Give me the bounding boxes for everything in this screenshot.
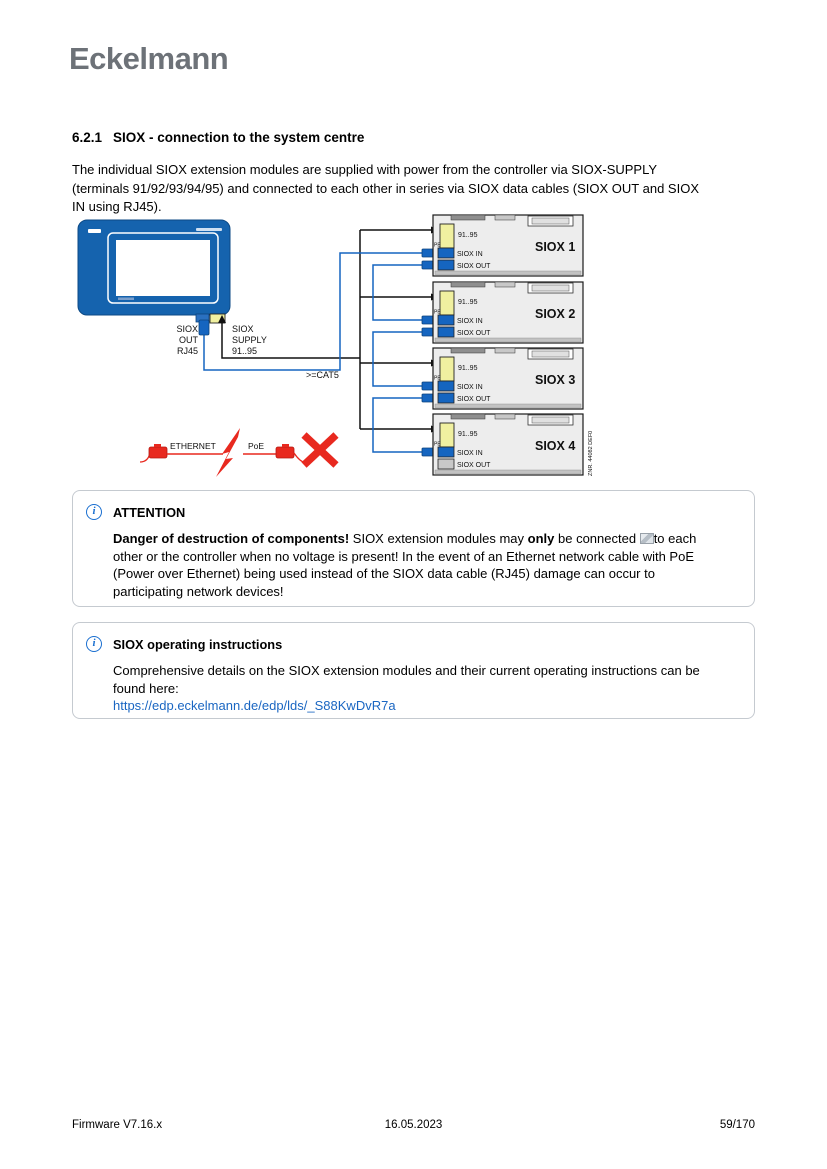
controller-device (78, 220, 230, 323)
page-footer (72, 1119, 755, 1131)
siox-in-connector (438, 248, 454, 258)
siox-module-1 (433, 215, 583, 276)
module-name: SIOX 3 (535, 373, 576, 387)
info-line: found here: (113, 680, 179, 696)
siox-out-label: SIOX OUT (457, 263, 491, 270)
danger-lead: Danger of destruction of components! (113, 531, 350, 546)
siox-out-connector (438, 327, 454, 337)
intro-line: (terminals 91/92/93/94/95) and connected to each other in series via SIOX data cables (SIOX OUT and SIOX (72, 180, 699, 196)
controller-model-mark (196, 228, 222, 231)
supply-terminal (440, 357, 454, 381)
svg-text:SUPPLY: SUPPLY (232, 335, 267, 345)
siox-out-connector (438, 459, 454, 469)
siox-in-label: SIOX IN (457, 450, 483, 457)
pe-label: PE (434, 441, 441, 448)
attention-line: participating network devices! (113, 583, 284, 599)
info-box-text (113, 662, 754, 715)
attention-line: other or the controller when no voltage is present! In the event of an Ethernet network cable with PoE (113, 548, 695, 564)
info-line: Comprehensive details on the SIOX extension modules and their current operating instructions can be (113, 663, 700, 678)
siox-wiring-diagram (70, 212, 600, 482)
lightning-bolt-icon (216, 428, 240, 477)
inline-connector-icon (640, 533, 654, 544)
module-name: SIOX 4 (535, 439, 576, 453)
module-name: SIOX 1 (535, 240, 576, 254)
intro-line: IN using RJ45). (72, 199, 162, 214)
siox-supply-label: SIOX (232, 324, 254, 334)
controller-brand-mark (88, 229, 101, 233)
terminal-label: 91..95 (458, 232, 478, 239)
svg-text:OUT: OUT (179, 335, 198, 345)
drawing-number: ZNR. 44082 DEF0 (588, 430, 594, 476)
siox-module-4 (433, 414, 594, 476)
cable-curl (140, 453, 150, 462)
ethernet-label: ETHERNET (170, 441, 216, 451)
siox-in-connector (438, 447, 454, 457)
intro-line: The individual SIOX extension modules are supplied with power from the controller via SIOX-SUPPLY (72, 162, 658, 177)
module-name: SIOX 2 (535, 307, 576, 321)
pe-label: PE (434, 309, 441, 316)
svg-text:RJ45: RJ45 (176, 346, 198, 356)
footer-firmware: Firmware V7.16.x (72, 1119, 163, 1131)
pe-label: PE (434, 375, 441, 382)
attention-title: ATTENTION (113, 505, 186, 520)
svg-text:91..95: 91..95 (232, 346, 258, 356)
pe-label: PE (434, 242, 441, 249)
siox-out-label: SIOX OUT (457, 396, 491, 403)
siox-in-connector (438, 381, 454, 391)
controller-rj45-plug (199, 320, 209, 335)
siox-in-label: SIOX IN (457, 384, 483, 391)
attention-box (72, 490, 755, 607)
attention-line: Danger of destruction of components! SIOX extension modules may only be connected to each (113, 531, 697, 546)
info-box-title: SIOX operating instructions (113, 637, 283, 652)
ethernet-poe-prohibited (140, 428, 336, 477)
operating-instructions-box (72, 622, 755, 719)
info-icon: i (86, 636, 102, 652)
siox-out-label: SIOX OUT (457, 330, 491, 337)
section-number: 6.2.1 (72, 130, 103, 145)
footer-date: 16.05.2023 (384, 1119, 443, 1131)
terminal-label: 91..95 (458, 365, 478, 372)
siox-module-3 (433, 348, 583, 409)
section-heading (72, 130, 364, 145)
siox-in-label: SIOX IN (457, 251, 483, 258)
poe-plug-icon (276, 447, 294, 458)
supply-terminal (440, 224, 454, 248)
cable-spec-label: >=CAT5 (306, 370, 339, 380)
terminal-label: 91..95 (458, 431, 478, 438)
intro-paragraph (72, 161, 772, 217)
siox-out-label: SIOX (176, 324, 198, 334)
info-icon: i (86, 504, 102, 520)
terminal-label: 91..95 (458, 299, 478, 306)
siox-in-label: SIOX IN (457, 318, 483, 325)
siox-out-label: SIOX OUT (457, 462, 491, 469)
ethernet-plug-icon (149, 447, 167, 458)
eckelmann-logo: Eckelmann (69, 41, 229, 76)
red-cross-icon (304, 435, 336, 465)
section-title: SIOX - connection to the system centre (113, 130, 365, 145)
siox-out-connector (438, 393, 454, 403)
controller-screen (116, 240, 210, 296)
footer-page-number: 59/170 (719, 1119, 755, 1131)
supply-terminal (440, 423, 454, 447)
siox-in-connector (438, 315, 454, 325)
poe-label: PoE (248, 441, 265, 451)
siox-out-connector (438, 260, 454, 270)
attention-text (113, 530, 754, 600)
documentation-link[interactable]: https://edp.eckelmann.de/edp/lds/_S88KwDvR7a (113, 698, 396, 713)
siox-module-2 (433, 282, 583, 343)
attention-line: (Power over Ethernet) being used instead of the SIOX data cable (RJ45) damage can occur to (113, 566, 655, 581)
supply-terminal (440, 291, 454, 315)
